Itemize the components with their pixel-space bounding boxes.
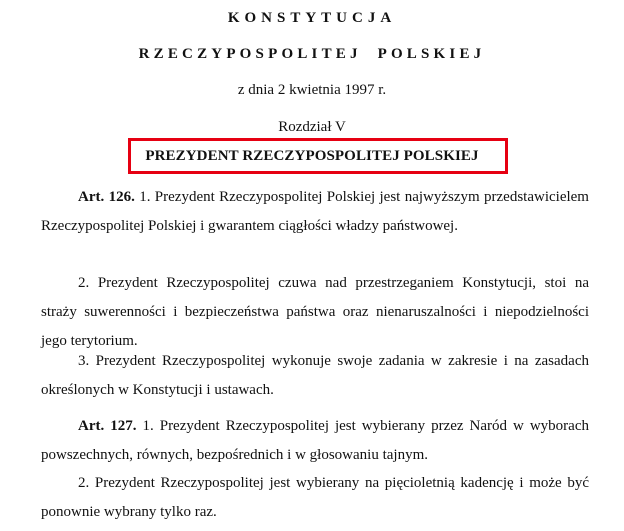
article-126-paragraph-2: 2. Prezydent Rzeczypospolitej czuwa nad przestrzeganiem Konstytucji, stoi na straży suwerenności i bezpieczeństwa państwa oraz nienaruszalności i niepodzielności jego terytorium. — [41, 275, 589, 349]
article-127-label: Art. 127. — [78, 418, 137, 434]
article-126-paragraph-3: 3. Prezydent Rzeczypospolitej wykonuje swoje zadania w zakresie i na zasadach określonych w Konstytucji i ustawach. — [41, 353, 589, 398]
article-126-paragraph-1-text: 1. Prezydent Rzeczypospolitej Polskiej jest najwyższym przedstawicielem Rzeczypospolitej Polskiej i gwarantem ciągłości władzy państwowej. — [41, 189, 589, 234]
article-127-paragraph-1-text: 1. Prezydent Rzeczypospolitej jest wybierany przez Naród w wyborach powszechnych, równych, bezpośrednich i w głosowaniu tajnym. — [41, 418, 589, 463]
article-127-paragraph-2: 2. Prezydent Rzeczypospolitej jest wybierany na pięcioletnią kadencję i może być ponownie wybrany tylko raz. — [41, 475, 589, 520]
document-title: KONSTYTUCJA — [227, 10, 397, 26]
article-126-label: Art. 126. — [78, 189, 135, 205]
article-126-paragraph-1 — [41, 183, 589, 241]
chapter-label: Rozdział V — [278, 119, 346, 135]
chapter-title: PREZYDENT RZECZYPOSPOLITEJ POLSKIEJ — [145, 148, 479, 164]
document-subtitle: RZECZYPOSPOLITEJ POLSKIEJ — [138, 46, 486, 62]
document-date: z dnia 2 kwietnia 1997 r. — [237, 82, 387, 98]
article-127-paragraph-1 — [41, 412, 589, 470]
